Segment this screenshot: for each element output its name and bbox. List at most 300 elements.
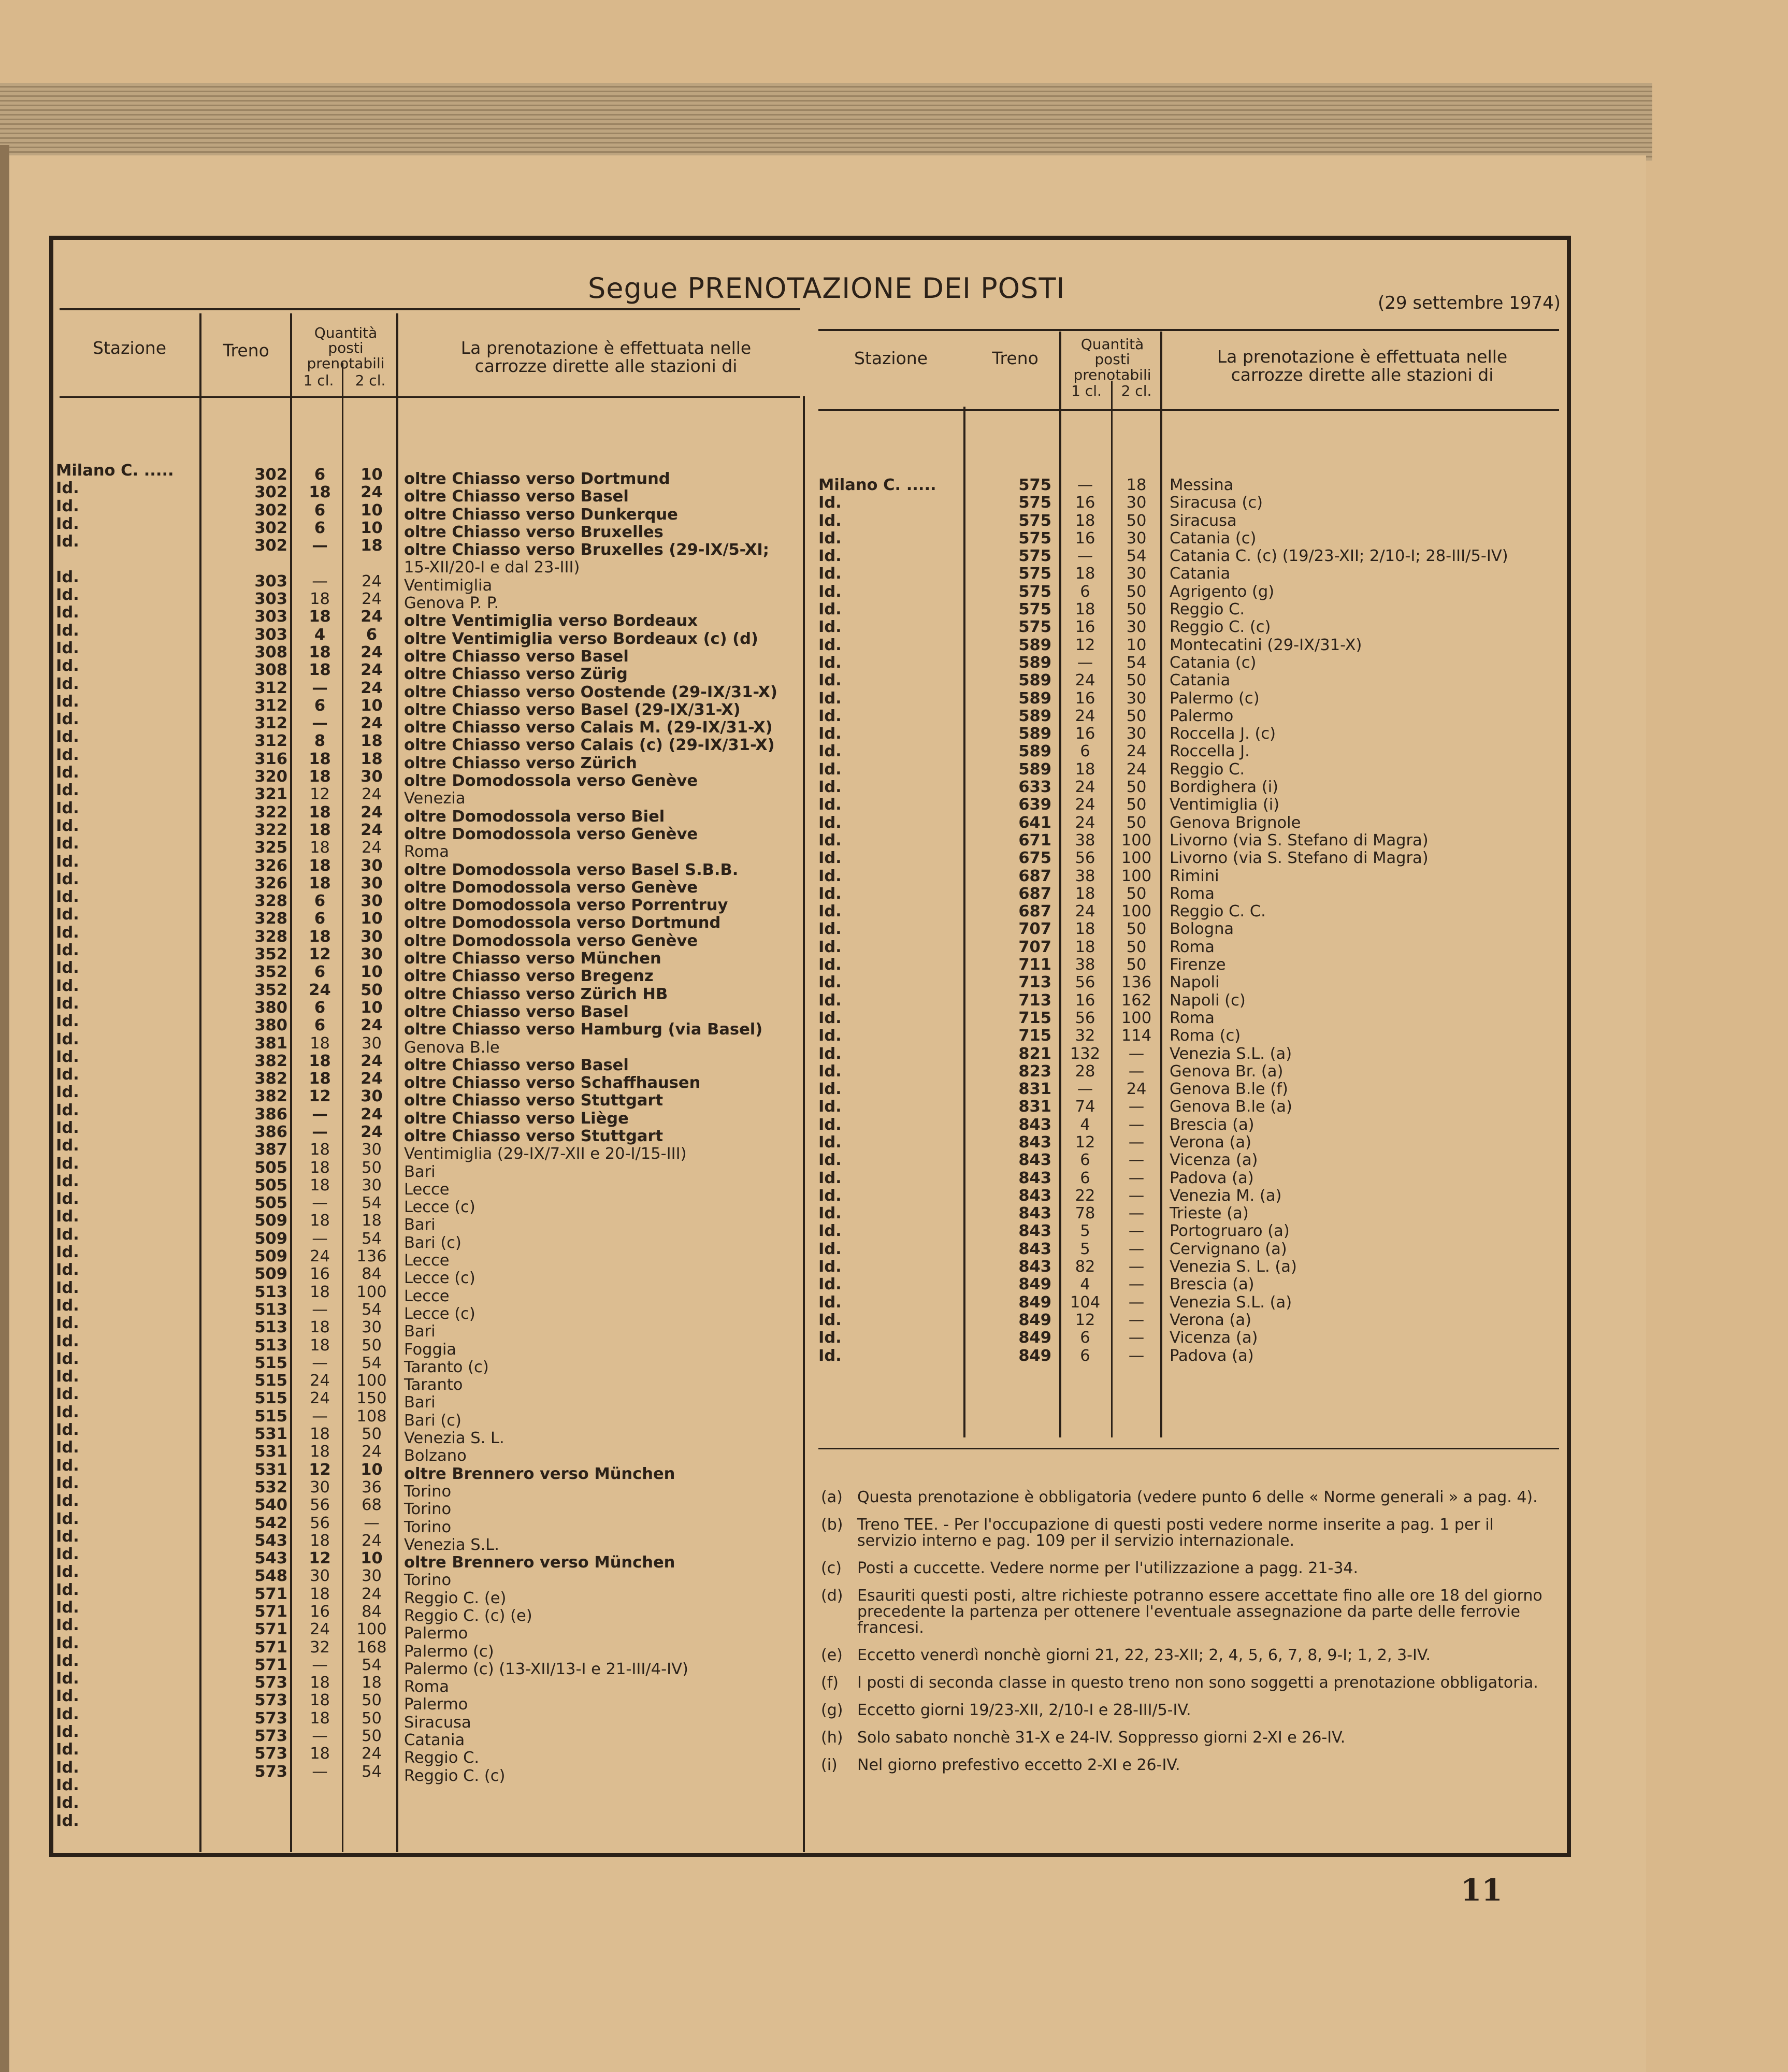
station-cell: Id. — [56, 1030, 79, 1048]
destination-cell: Venezia S. L. — [404, 1429, 504, 1448]
second-class-cell: — — [1128, 1311, 1145, 1329]
station-cell: Id. — [818, 600, 842, 619]
first-class-cell: 6 — [314, 892, 326, 911]
destination-cell: oltre Chiasso verso Basel (29-IX/31-X) — [404, 700, 741, 719]
train-cell: 505 — [254, 1194, 287, 1213]
first-class-cell: 32 — [310, 1638, 330, 1657]
station-cell: Id. — [56, 1687, 79, 1706]
left-second-class-column — [350, 466, 394, 1781]
station-cell: Id. — [56, 1421, 79, 1440]
first-class-cell: 12 — [309, 1460, 331, 1479]
second-class-cell: 24 — [361, 679, 383, 697]
destination-cell: Catania — [1170, 671, 1231, 690]
train-cell: 328 — [254, 927, 287, 946]
second-class-cell: 30 — [362, 1176, 382, 1195]
destination-cell: Siracusa — [1170, 511, 1237, 530]
train-cell: 303 — [254, 572, 287, 591]
destination-cell: Catania (c) — [1170, 653, 1257, 672]
second-class-cell: 100 — [1121, 867, 1152, 885]
destination-cell: Venezia S.L. (a) — [1170, 1293, 1292, 1312]
destination-cell: oltre Chiasso verso Bregenz — [404, 967, 654, 986]
first-class-cell: 28 — [1075, 1062, 1095, 1081]
destination-cell: Siracusa — [404, 1713, 471, 1732]
destination-cell: oltre Chiasso verso Basel — [404, 487, 629, 506]
first-class-cell: 18 — [1075, 760, 1095, 779]
second-class-cell: 24 — [361, 1016, 383, 1035]
train-cell: 575 — [1018, 511, 1051, 530]
destination-cell: oltre Brennero verso München — [404, 1553, 675, 1572]
first-class-cell: 18 — [310, 1034, 330, 1053]
footnote — [821, 1588, 1551, 1636]
second-class-cell: 30 — [1126, 529, 1147, 548]
station-cell: Id. — [56, 816, 79, 835]
station-cell: Id. — [56, 1705, 79, 1723]
first-class-cell: 24 — [309, 981, 331, 999]
destination-cell: oltre Chiasso verso Calais M. (29-IX/31-X) — [404, 718, 773, 737]
destination-cell: Bari (c) — [404, 1411, 462, 1430]
second-class-cell: 114 — [1121, 1027, 1152, 1045]
destination-cell: oltre Chiasso verso Hamburg (via Basel) — [404, 1020, 763, 1039]
train-cell: 575 — [1018, 600, 1051, 619]
second-class-cell: 18 — [1126, 476, 1147, 494]
station-cell: Id. — [56, 1349, 79, 1368]
train-cell: 548 — [254, 1567, 287, 1586]
second-class-cell: 50 — [1126, 511, 1147, 530]
right-destination-column — [1170, 477, 1563, 1365]
station-cell: Id. — [56, 1474, 79, 1492]
station-cell: Id. — [56, 568, 79, 586]
train-cell: 322 — [254, 821, 287, 839]
first-class-cell: 12 — [309, 1087, 331, 1106]
station-cell: Id. — [56, 1172, 79, 1190]
train-cell: 671 — [1018, 831, 1051, 850]
second-class-cell: 30 — [362, 1318, 382, 1337]
first-class-cell: 56 — [310, 1496, 330, 1515]
destination-cell: oltre Chiasso verso Dortmund — [404, 470, 670, 488]
destination-cell: Lecce (c) — [404, 1304, 475, 1323]
train-cell: 532 — [254, 1478, 287, 1497]
station-cell: Id. — [56, 1278, 79, 1297]
second-class-cell: — — [1128, 1133, 1145, 1152]
destination-cell: Roma — [1170, 938, 1215, 956]
second-class-cell: 18 — [362, 1212, 382, 1230]
second-class-cell: 24 — [361, 803, 383, 822]
header-bottom-rule-left — [60, 396, 800, 398]
station-cell: Id. — [818, 1346, 842, 1365]
footnote — [821, 1647, 1551, 1663]
second-class-cell: 50 — [1126, 778, 1147, 797]
second-class-cell: 24 — [361, 661, 383, 680]
first-class-cell: 6 — [1080, 1329, 1090, 1347]
station-cell: Id. — [56, 603, 79, 622]
station-cell: Id. — [56, 1314, 79, 1333]
destination-cell: Venezia M. (a) — [1170, 1186, 1282, 1205]
second-class-cell: 50 — [1126, 707, 1147, 725]
second-class-cell: 10 — [1126, 636, 1147, 654]
train-cell: 849 — [1018, 1275, 1051, 1294]
train-cell: 831 — [1018, 1080, 1051, 1099]
second-class-cell: 24 — [361, 1105, 383, 1124]
train-cell: 380 — [254, 998, 287, 1017]
second-class-cell: 50 — [1126, 920, 1147, 939]
station-cell: Milano C. ..... — [56, 462, 174, 480]
station-cell: Id. — [56, 1332, 79, 1350]
station-cell: Id. — [56, 976, 79, 995]
station-cell: Id. — [56, 799, 79, 817]
first-class-cell: 56 — [1075, 1009, 1095, 1027]
station-cell: Id. — [56, 781, 79, 800]
second-class-cell: 54 — [1126, 547, 1147, 566]
first-class-cell: 18 — [310, 1141, 330, 1159]
station-cell: Id. — [56, 1101, 79, 1119]
station-cell: Id. — [818, 884, 842, 903]
train-cell: 328 — [254, 892, 287, 911]
train-cell: 571 — [254, 1585, 287, 1603]
second-class-cell: 30 — [361, 927, 383, 946]
train-cell: 531 — [254, 1425, 287, 1444]
destination-cell: Bari — [404, 1216, 436, 1234]
train-cell: 543 — [254, 1549, 287, 1568]
train-cell: 849 — [1018, 1329, 1051, 1347]
second-class-cell: 30 — [361, 892, 383, 911]
destination-cell: Napoli (c) — [1170, 991, 1246, 1010]
destination-cell: Lecce — [404, 1287, 450, 1305]
right-second-class-column — [1114, 477, 1159, 1365]
first-class-cell: 24 — [310, 1247, 330, 1266]
second-class-cell: 54 — [362, 1354, 382, 1372]
first-class-cell: 24 — [310, 1620, 330, 1639]
station-cell: Id. — [818, 1186, 842, 1205]
first-class-cell: 18 — [310, 1745, 330, 1763]
train-cell: 711 — [1018, 956, 1051, 974]
station-cell: Id. — [818, 1151, 842, 1170]
train-cell: 382 — [254, 1070, 287, 1088]
train-cell: 531 — [254, 1460, 287, 1479]
second-class-cell: 24 — [362, 1443, 382, 1461]
train-cell: 687 — [1018, 902, 1051, 921]
second-class-cell: — — [1128, 1293, 1145, 1312]
second-class-cell: 108 — [356, 1407, 387, 1426]
first-class-cell: 18 — [1075, 511, 1095, 530]
first-class-cell: 18 — [309, 927, 331, 946]
train-cell: 380 — [254, 1016, 287, 1035]
train-cell: 589 — [1018, 653, 1051, 672]
divider-left-class — [342, 363, 343, 1852]
first-class-cell: — — [312, 679, 328, 697]
second-class-cell: 24 — [361, 821, 383, 839]
footnotes — [821, 1489, 1551, 1785]
destination-cell: Livorno (via S. Stefano di Magra) — [1170, 849, 1429, 868]
station-cell: Id. — [818, 725, 842, 743]
destination-cell: Ventimiglia — [404, 576, 493, 595]
first-class-cell: — — [312, 1656, 328, 1674]
station-cell: Id. — [56, 834, 79, 853]
second-class-cell: — — [1128, 1329, 1145, 1347]
destination-cell: Siracusa (c) — [1170, 494, 1263, 512]
first-class-cell: 18 — [310, 1318, 330, 1337]
destination-cell: Torino — [404, 1518, 452, 1536]
destination-cell: oltre Chiasso verso Basel — [404, 647, 629, 666]
second-class-cell: 24 — [361, 608, 383, 626]
station-cell: Id. — [56, 764, 79, 782]
destination-cell: Genova Brignole — [1170, 813, 1301, 832]
destination-cell: Padova (a) — [1170, 1346, 1254, 1365]
station-cell: Id. — [56, 1403, 79, 1421]
second-class-cell: 30 — [1126, 565, 1147, 583]
station-cell: Id. — [56, 994, 79, 1013]
train-cell: 509 — [254, 1247, 287, 1266]
station-cell: Id. — [56, 533, 79, 551]
first-class-cell: 6 — [314, 696, 326, 715]
train-cell: 352 — [254, 945, 287, 964]
train-cell: 823 — [1018, 1062, 1051, 1081]
destination-cell: Venezia S.L. — [404, 1535, 499, 1554]
destination-cell: Palermo — [1170, 707, 1234, 725]
train-cell: 505 — [254, 1176, 287, 1195]
station-cell: Id. — [56, 1438, 79, 1457]
station-cell: Id. — [56, 1243, 79, 1262]
first-class-cell: — — [312, 1762, 328, 1781]
first-class-cell: 18 — [310, 839, 330, 857]
train-cell: 589 — [1018, 742, 1051, 761]
train-cell: 515 — [254, 1354, 287, 1372]
destination-cell: oltre Chiasso verso Bruxelles — [404, 523, 664, 541]
destination-cell: Verona (a) — [1170, 1311, 1251, 1329]
second-class-cell: 10 — [361, 466, 383, 484]
train-cell: 715 — [1018, 1027, 1051, 1045]
first-class-cell: 4 — [314, 625, 326, 644]
train-cell: 513 — [254, 1318, 287, 1337]
train-cell: 509 — [254, 1212, 287, 1230]
train-cell: 505 — [254, 1158, 287, 1177]
station-cell: Id. — [818, 1222, 842, 1241]
first-class-cell: — — [1077, 476, 1093, 494]
station-cell: Id. — [818, 1027, 842, 1045]
station-cell: Id. — [56, 905, 79, 924]
second-class-cell: — — [1128, 1062, 1145, 1081]
first-class-cell: 56 — [310, 1514, 330, 1532]
train-cell: 573 — [254, 1762, 287, 1781]
destination-cell: Catania — [404, 1731, 465, 1750]
footnote — [821, 1560, 1551, 1576]
train-cell: 312 — [254, 679, 287, 697]
station-cell: Id. — [818, 618, 842, 637]
first-class-cell: — — [312, 1354, 328, 1372]
station-cell: Id. — [56, 1385, 79, 1404]
first-class-cell: 6 — [1080, 1151, 1090, 1170]
train-cell: 509 — [254, 1265, 287, 1284]
train-cell: 515 — [254, 1389, 287, 1408]
destination-cell: oltre Domodossola verso Genève — [404, 931, 698, 950]
second-class-cell: 50 — [1126, 796, 1147, 814]
second-class-cell: 50 — [362, 1158, 382, 1177]
second-class-cell: 24 — [361, 1052, 383, 1070]
second-class-cell: 10 — [361, 696, 383, 715]
train-cell: 513 — [254, 1300, 287, 1319]
first-class-cell: 4 — [1080, 1115, 1090, 1134]
destination-cell: oltre Brennero verso München — [404, 1464, 675, 1483]
left-header-station: Stazione — [92, 338, 166, 358]
left-first-class-column — [300, 466, 339, 1781]
train-cell: 641 — [1018, 813, 1051, 832]
station-cell: Id. — [56, 923, 79, 942]
first-class-cell: — — [1077, 547, 1093, 566]
destination-cell: Bari — [404, 1393, 436, 1412]
left-header-second-class: 2 cl. — [355, 372, 386, 389]
footnote-tag: (f) — [821, 1674, 839, 1692]
station-cell: Id. — [818, 1098, 842, 1116]
station-cell: Id. — [56, 1066, 79, 1084]
left-header-train: Treno — [223, 340, 269, 361]
train-cell: 571 — [254, 1656, 287, 1674]
train-cell: 515 — [254, 1372, 287, 1390]
first-class-cell: — — [312, 1194, 328, 1213]
second-class-cell: 50 — [362, 1727, 382, 1746]
page-date: (29 settembre 1974) — [1378, 293, 1561, 313]
train-cell: 312 — [254, 732, 287, 751]
first-class-cell: 104 — [1070, 1293, 1101, 1312]
footnote-text: Eccetto giorni 19/23-XII, 2/10-I e 28-III/5-IV. — [857, 1701, 1191, 1719]
destination-cell: Torino — [404, 1500, 452, 1519]
first-class-cell: 18 — [309, 874, 331, 893]
train-cell: 575 — [1018, 547, 1051, 566]
right-header-destinations: La prenotazione è effettuata nelle carrozze dirette alle stazioni di — [1217, 347, 1508, 385]
second-class-cell: 50 — [362, 1709, 382, 1728]
train-cell: 316 — [254, 750, 287, 768]
station-cell: Id. — [818, 831, 842, 850]
first-class-cell: 56 — [1075, 973, 1095, 992]
train-cell — [243, 555, 287, 572]
train-cell: 575 — [1018, 582, 1051, 601]
destination-cell: Reggio C. (c) — [1170, 618, 1271, 637]
first-class-cell: 74 — [1075, 1098, 1095, 1116]
destination-cell: Genova B.le (a) — [1170, 1098, 1292, 1116]
destination-cell: oltre Domodossola verso Biel — [404, 807, 665, 826]
destination-cell: Brescia (a) — [1170, 1115, 1255, 1134]
destination-cell: Portogruaro (a) — [1170, 1222, 1290, 1241]
first-class-cell: 16 — [310, 1603, 330, 1621]
page-title: Segue PRENOTAZIONE DEI POSTI — [588, 272, 1065, 305]
left-header-first-class: 1 cl. — [303, 372, 334, 389]
station-cell: Id. — [56, 1509, 79, 1528]
second-class-cell: 24 — [361, 1123, 383, 1141]
destination-cell: Reggio C. C. — [1170, 902, 1266, 921]
station-cell: Id. — [818, 813, 842, 832]
destination-cell: Venezia S. L. (a) — [1170, 1258, 1297, 1276]
footnote — [821, 1489, 1551, 1505]
train-cell: 308 — [254, 661, 287, 680]
first-class-cell: — — [312, 1105, 328, 1124]
station-cell: Id. — [56, 1047, 79, 1066]
second-class-cell: 10 — [361, 998, 383, 1017]
destination-cell: oltre Ventimiglia verso Bordeaux (c) (d) — [404, 629, 758, 648]
first-class-cell: 18 — [310, 1674, 330, 1692]
second-class-cell: 10 — [361, 1460, 383, 1479]
destination-cell: Reggio C. — [1170, 760, 1245, 779]
footnote-tag: (h) — [821, 1729, 843, 1747]
second-class-cell: 50 — [1126, 813, 1147, 832]
first-class-cell: 6 — [314, 1016, 326, 1035]
first-class-cell: 16 — [1075, 494, 1095, 512]
footnote-tag: (d) — [821, 1587, 843, 1605]
train-cell: 542 — [254, 1514, 287, 1532]
first-class-cell: 18 — [1075, 600, 1095, 619]
station-cell: Id. — [818, 973, 842, 992]
first-class-cell: 18 — [309, 1052, 331, 1070]
first-class-cell: — — [312, 537, 328, 555]
station-cell: Id. — [818, 689, 842, 708]
second-class-cell: — — [1128, 1186, 1145, 1205]
destination-cell: Roma (c) — [1170, 1027, 1241, 1045]
train-cell: 571 — [254, 1638, 287, 1657]
footnote-tag: (e) — [821, 1646, 843, 1664]
train-cell: 589 — [1018, 689, 1051, 708]
second-class-cell: 100 — [356, 1283, 387, 1301]
destination-cell: Genova B.le (f) — [1170, 1080, 1288, 1099]
train-cell: 322 — [254, 803, 287, 822]
divider-right-train — [1059, 332, 1061, 1437]
train-cell: 575 — [1018, 618, 1051, 637]
first-class-cell: 38 — [1075, 831, 1095, 850]
first-class-cell: 6 — [1080, 1346, 1090, 1365]
train-cell: 382 — [254, 1052, 287, 1070]
second-class-cell: 18 — [361, 537, 383, 555]
footnote-text: Treno TEE. - Per l'occupazione di questi posti vedere norme inserite a pag. 1 per il servizio interno e pag. 109 per il servizio internazionale. — [857, 1516, 1494, 1550]
first-class-cell: 18 — [309, 821, 331, 839]
first-class-cell: 18 — [310, 1531, 330, 1550]
first-class-cell: 16 — [310, 1265, 330, 1284]
divider-right-class — [1111, 381, 1113, 1437]
train-cell: 571 — [254, 1620, 287, 1639]
second-class-cell: — — [1128, 1169, 1145, 1187]
destination-cell: 15-XII/20-I e dal 23-III) — [404, 558, 580, 577]
second-class-cell: 24 — [362, 1531, 382, 1550]
first-class-cell: 18 — [309, 661, 331, 680]
footnote — [821, 1730, 1551, 1746]
station-cell: Id. — [56, 870, 79, 888]
station-cell: Id. — [56, 745, 79, 764]
destination-cell: oltre Chiasso verso Oostende (29-IX/31-X) — [404, 683, 777, 701]
train-cell: 843 — [1018, 1204, 1051, 1223]
second-class-cell: 10 — [361, 910, 383, 928]
station-cell: Id. — [818, 565, 842, 583]
footnote-text: Questa prenotazione è obbligatoria (vedere punto 6 delle « Norme generali » a pag. 4). — [857, 1488, 1538, 1506]
first-class-cell: 24 — [1075, 778, 1095, 797]
destination-cell: Ventimiglia (i) — [1170, 796, 1280, 814]
destination-cell: Ventimiglia (29-IX/7-XII e 20-I/15-III) — [404, 1145, 687, 1163]
first-class-cell: 16 — [1075, 618, 1095, 637]
station-cell: Milano C. ..... — [818, 476, 936, 494]
destination-cell: Lecce — [404, 1251, 450, 1270]
station-cell: Id. — [818, 956, 842, 974]
destination-cell: Venezia — [404, 789, 466, 808]
footnote-tag: (i) — [821, 1756, 838, 1774]
train-cell: 302 — [254, 466, 287, 484]
first-class-cell: 16 — [1075, 529, 1095, 548]
destination-cell: Vicenza (a) — [1170, 1151, 1258, 1170]
first-class-cell: 6 — [314, 466, 326, 484]
footnote-tag: (c) — [821, 1559, 842, 1577]
first-class-cell: 132 — [1070, 1044, 1101, 1063]
train-cell: 326 — [254, 856, 287, 875]
first-class-cell: 24 — [1075, 813, 1095, 832]
destination-cell: oltre Chiasso verso Stuttgart — [404, 1091, 664, 1110]
destination-cell: oltre Chiasso verso Zürich HB — [404, 985, 668, 1003]
station-cell: Id. — [56, 1545, 79, 1564]
station-cell: Id. — [818, 1293, 842, 1312]
station-cell: Id. — [56, 888, 79, 906]
notes-top-rule — [818, 1448, 1559, 1449]
